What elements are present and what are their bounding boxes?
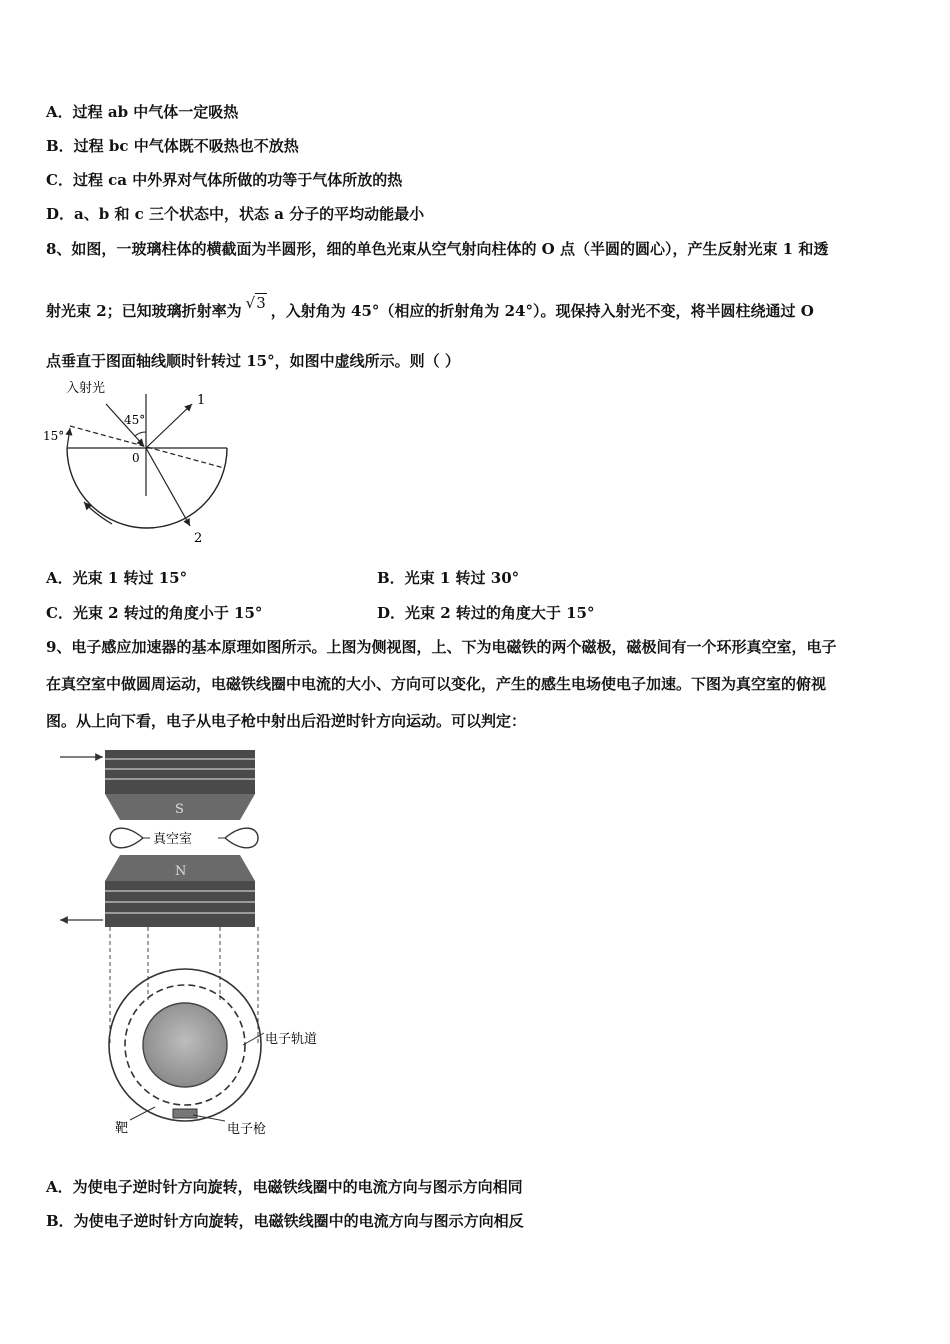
q9-option-b: B．为使电子逆时针方向旋转，电磁铁线圈中的电流方向与图示方向相反: [46, 1212, 524, 1230]
sqrt-radicand: 3: [256, 294, 266, 312]
angle-15-label: 15°: [43, 429, 65, 443]
q9-stem-line1: 9、电子感应加速器的基本原理如图所示。上图为侧视图，上、下为电磁铁的两个磁极，磁极间有一个环形真空室，电子: [46, 638, 837, 656]
origin-label: 0: [132, 451, 140, 465]
clockwise-rotation-arrow: [84, 502, 112, 524]
rotation-15-marker: [67, 428, 70, 448]
q8-stem-line3: 点垂直于图面轴线顺时针转过 15°，如图中虚线所示。则（ ）: [46, 352, 460, 370]
q8-option-d: D．光束 2 转过的角度大于 15°: [377, 604, 595, 622]
q8-stem-line2: [46, 294, 814, 321]
electron-gun-label: 电子枪: [227, 1122, 267, 1137]
vacuum-chamber-left-lobe: [110, 828, 143, 848]
electron-orbit-label: 电子轨道: [265, 1032, 318, 1047]
q7-option-c: C．过程 ca 中外界对气体所做的功等于气体所放的热: [46, 171, 403, 189]
transmitted-ray-2: [146, 448, 190, 526]
beam-1-label: 1: [197, 393, 206, 408]
beam-2-label: 2: [194, 531, 203, 546]
betatron-figure: [55, 745, 355, 1145]
semicircle-refraction-figure: [40, 376, 250, 548]
reflected-ray-1: [146, 404, 192, 448]
q8-stem-line2-part1: 射光束 2；已知玻璃折射率为: [46, 302, 242, 320]
q7-option-b: B．过程 bc 中气体既不吸热也不放热: [46, 137, 299, 155]
q9-stem-line3: 图。从上向下看，电子从电子枪中射出后沿逆时针方向运动。可以判定：: [46, 712, 527, 730]
semicircle-body: [67, 448, 227, 528]
q8-option-a: A．光束 1 转过 15°: [46, 569, 188, 587]
magnet-core-top-view: [143, 1003, 227, 1087]
q7-option-d: D．a、b 和 c 三个状态中，状态 a 分子的平均动能最小: [46, 205, 425, 223]
q8-option-c: C．光束 2 转过的角度小于 15°: [46, 604, 263, 622]
angle-45-label: 45°: [124, 413, 146, 427]
angle-45-arc: [135, 432, 146, 436]
q8-stem-line2-part2: ，入射角为 45°（相应的折射角为 24°）。现保持入射光不变，将半圆柱绕通过 O: [270, 302, 814, 320]
q8-option-b: B．光束 1 转过 30°: [377, 569, 520, 587]
pole-n-label: N: [175, 864, 187, 879]
q9-option-a: A．为使电子逆时针方向旋转，电磁铁线圈中的电流方向与图示方向相同: [46, 1178, 523, 1196]
vacuum-chamber-right-lobe: [225, 828, 258, 848]
vacuum-chamber-label: 真空室: [153, 832, 193, 847]
q7-option-a: A．过程 ab 中气体一定吸热: [46, 103, 239, 121]
target-label: 靶: [115, 1121, 129, 1136]
q9-stem-line2: 在真空室中做圆周运动，电磁铁线圈中电流的大小、方向可以变化，产生的感生电场使电子加速。下图为真空室的俯视: [46, 675, 827, 693]
q8-stem-line1: 8、如图，一玻璃柱体的横截面为半圆形，细的单色光束从空气射向柱体的 O 点（半圆的圆心），产生反射光束 1 和透: [46, 240, 829, 258]
electron-gun-icon: [173, 1109, 197, 1118]
sqrt-3-symbol: √3: [245, 294, 266, 312]
pole-s-label: S: [175, 802, 184, 817]
incident-light-label: 入射光: [66, 381, 106, 396]
